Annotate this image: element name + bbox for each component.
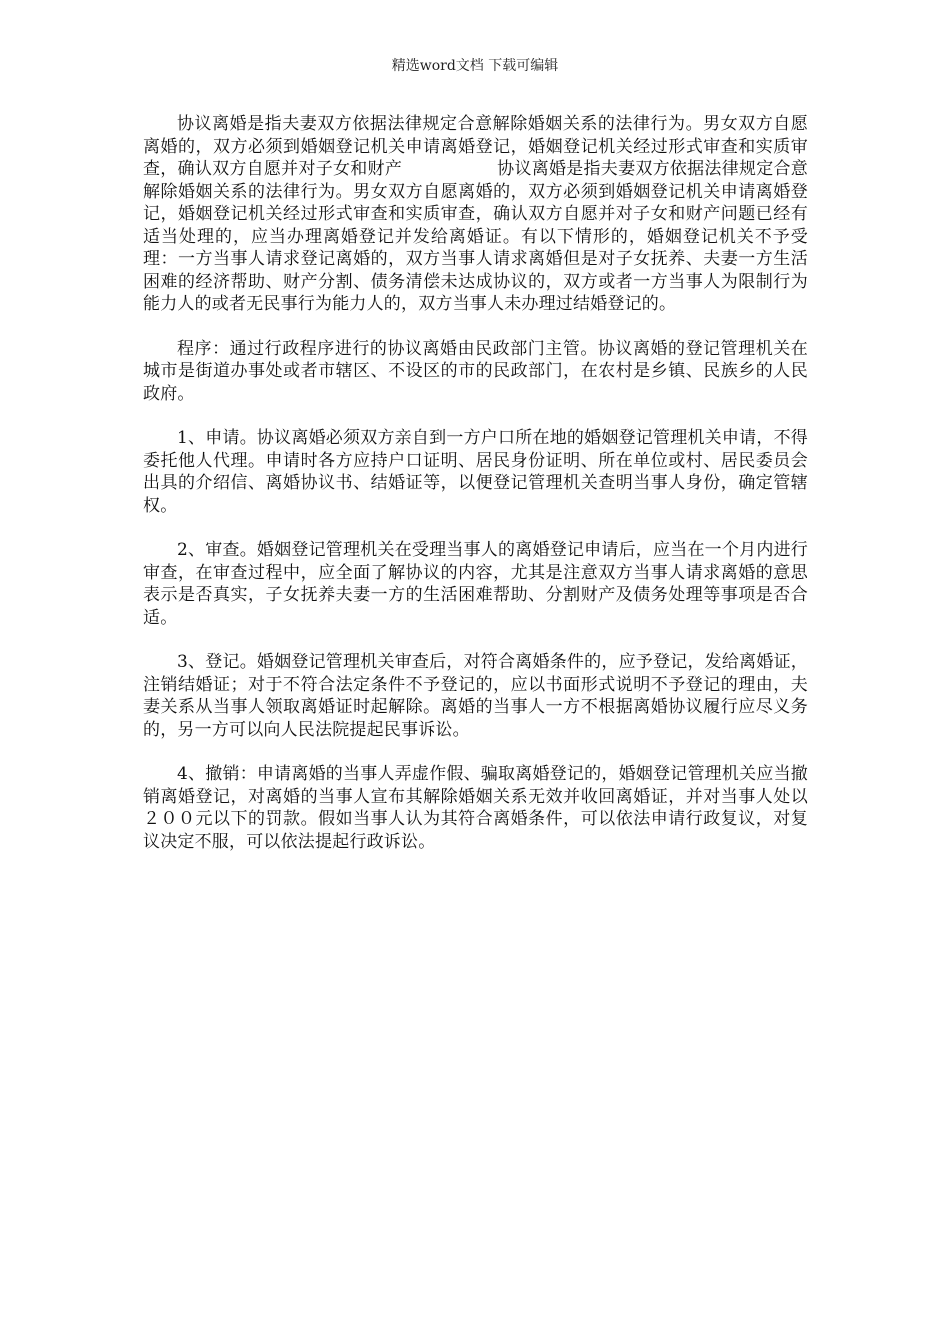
document-body xyxy=(143,113,808,875)
paragraph-definition xyxy=(143,113,808,316)
page-header: 精选word文档 下载可编辑 xyxy=(391,58,559,74)
paragraph-step-register: 3、登记。婚姻登记管理机关审查后，对符合离婚条件的，应予登记，发给离婚证，注销结婚证；对于不符合法定条件不予登记的，应以书面形式说明不予登记的理由，夫妻关系从当事人领取离婚证时起解除。离婚的当事人一方不根据离婚协议履行应尽义务的，另一方可以向人民法院提起民事诉讼。 xyxy=(143,652,808,740)
paragraph-step-revoke: 4、撤销：申请离婚的当事人弄虚作假、骗取离婚登记的，婚姻登记管理机关应当撤销离婚登记，对离婚的当事人宣布其解除婚姻关系无效并收回离婚证，并对当事人处以２００元以下的罚款。假如当事人认为其符合离婚条件，可以依法申请行政复议，对复议决定不服，可以依法提起行政诉讼。 xyxy=(143,764,808,852)
paragraph-definition-part2: 协议离婚是指夫妻双方依据法律规定合意解除婚姻关系的法律行为。男女双方自愿离婚的，双方必须到婚姻登记机关申请离婚登记，婚姻登记机关经过形式审查和实质审查，确认双方自愿并对子女和财产问题已经有适当处理的，应当办理离婚登记并发给离婚证。有以下情形的，婚姻登记机关不予受理：一方当事人请求登记离婚的，双方当事人请求离婚但是对子女抚养、夫妻一方生活困难的经济帮助、财产分割、债务清偿未达成协议的，双方或者一方当事人为限制行为能力人的或者无民事行为能力人的，双方当事人未办理过结婚登记的。 xyxy=(143,159,808,314)
paragraph-definition-part1: 协议离婚是指夫妻双方依据法律规定合意解除婚姻关系的法律行为。男女双方自愿离婚的，双方必须到婚姻登记机关申请离婚登记，婚姻登记机关经过形式审查和实质审查，确认双方自愿并对子女和财产 xyxy=(143,114,808,179)
paragraph-step-review: 2、审查。婚姻登记管理机关在受理当事人的离婚登记申请后，应当在一个月内进行审查，在审查过程中，应全面了解协议的内容，尤其是注意双方当事人请求离婚的意思表示是否真实，子女抚养夫妻一方的生活困难帮助、分割财产及债务处理等事项是否合适。 xyxy=(143,540,808,628)
paragraph-procedure: 程序：通过行政程序进行的协议离婚由民政部门主管。协议离婚的登记管理机关在城市是街道办事处或者市辖区、不设区的市的民政部门，在农村是乡镇、民族乡的人民政府。 xyxy=(143,338,808,404)
paragraph-step-apply: 1、申请。协议离婚必须双方亲自到一方户口所在地的婚姻登记管理机关申请，不得委托他人代理。申请时各方应持户口证明、居民身份证明、所在单位或村、居民委员会出具的介绍信、离婚协议书、结婚证等，以便登记管理机关查明当事人身份，确定管辖权。 xyxy=(143,428,808,516)
